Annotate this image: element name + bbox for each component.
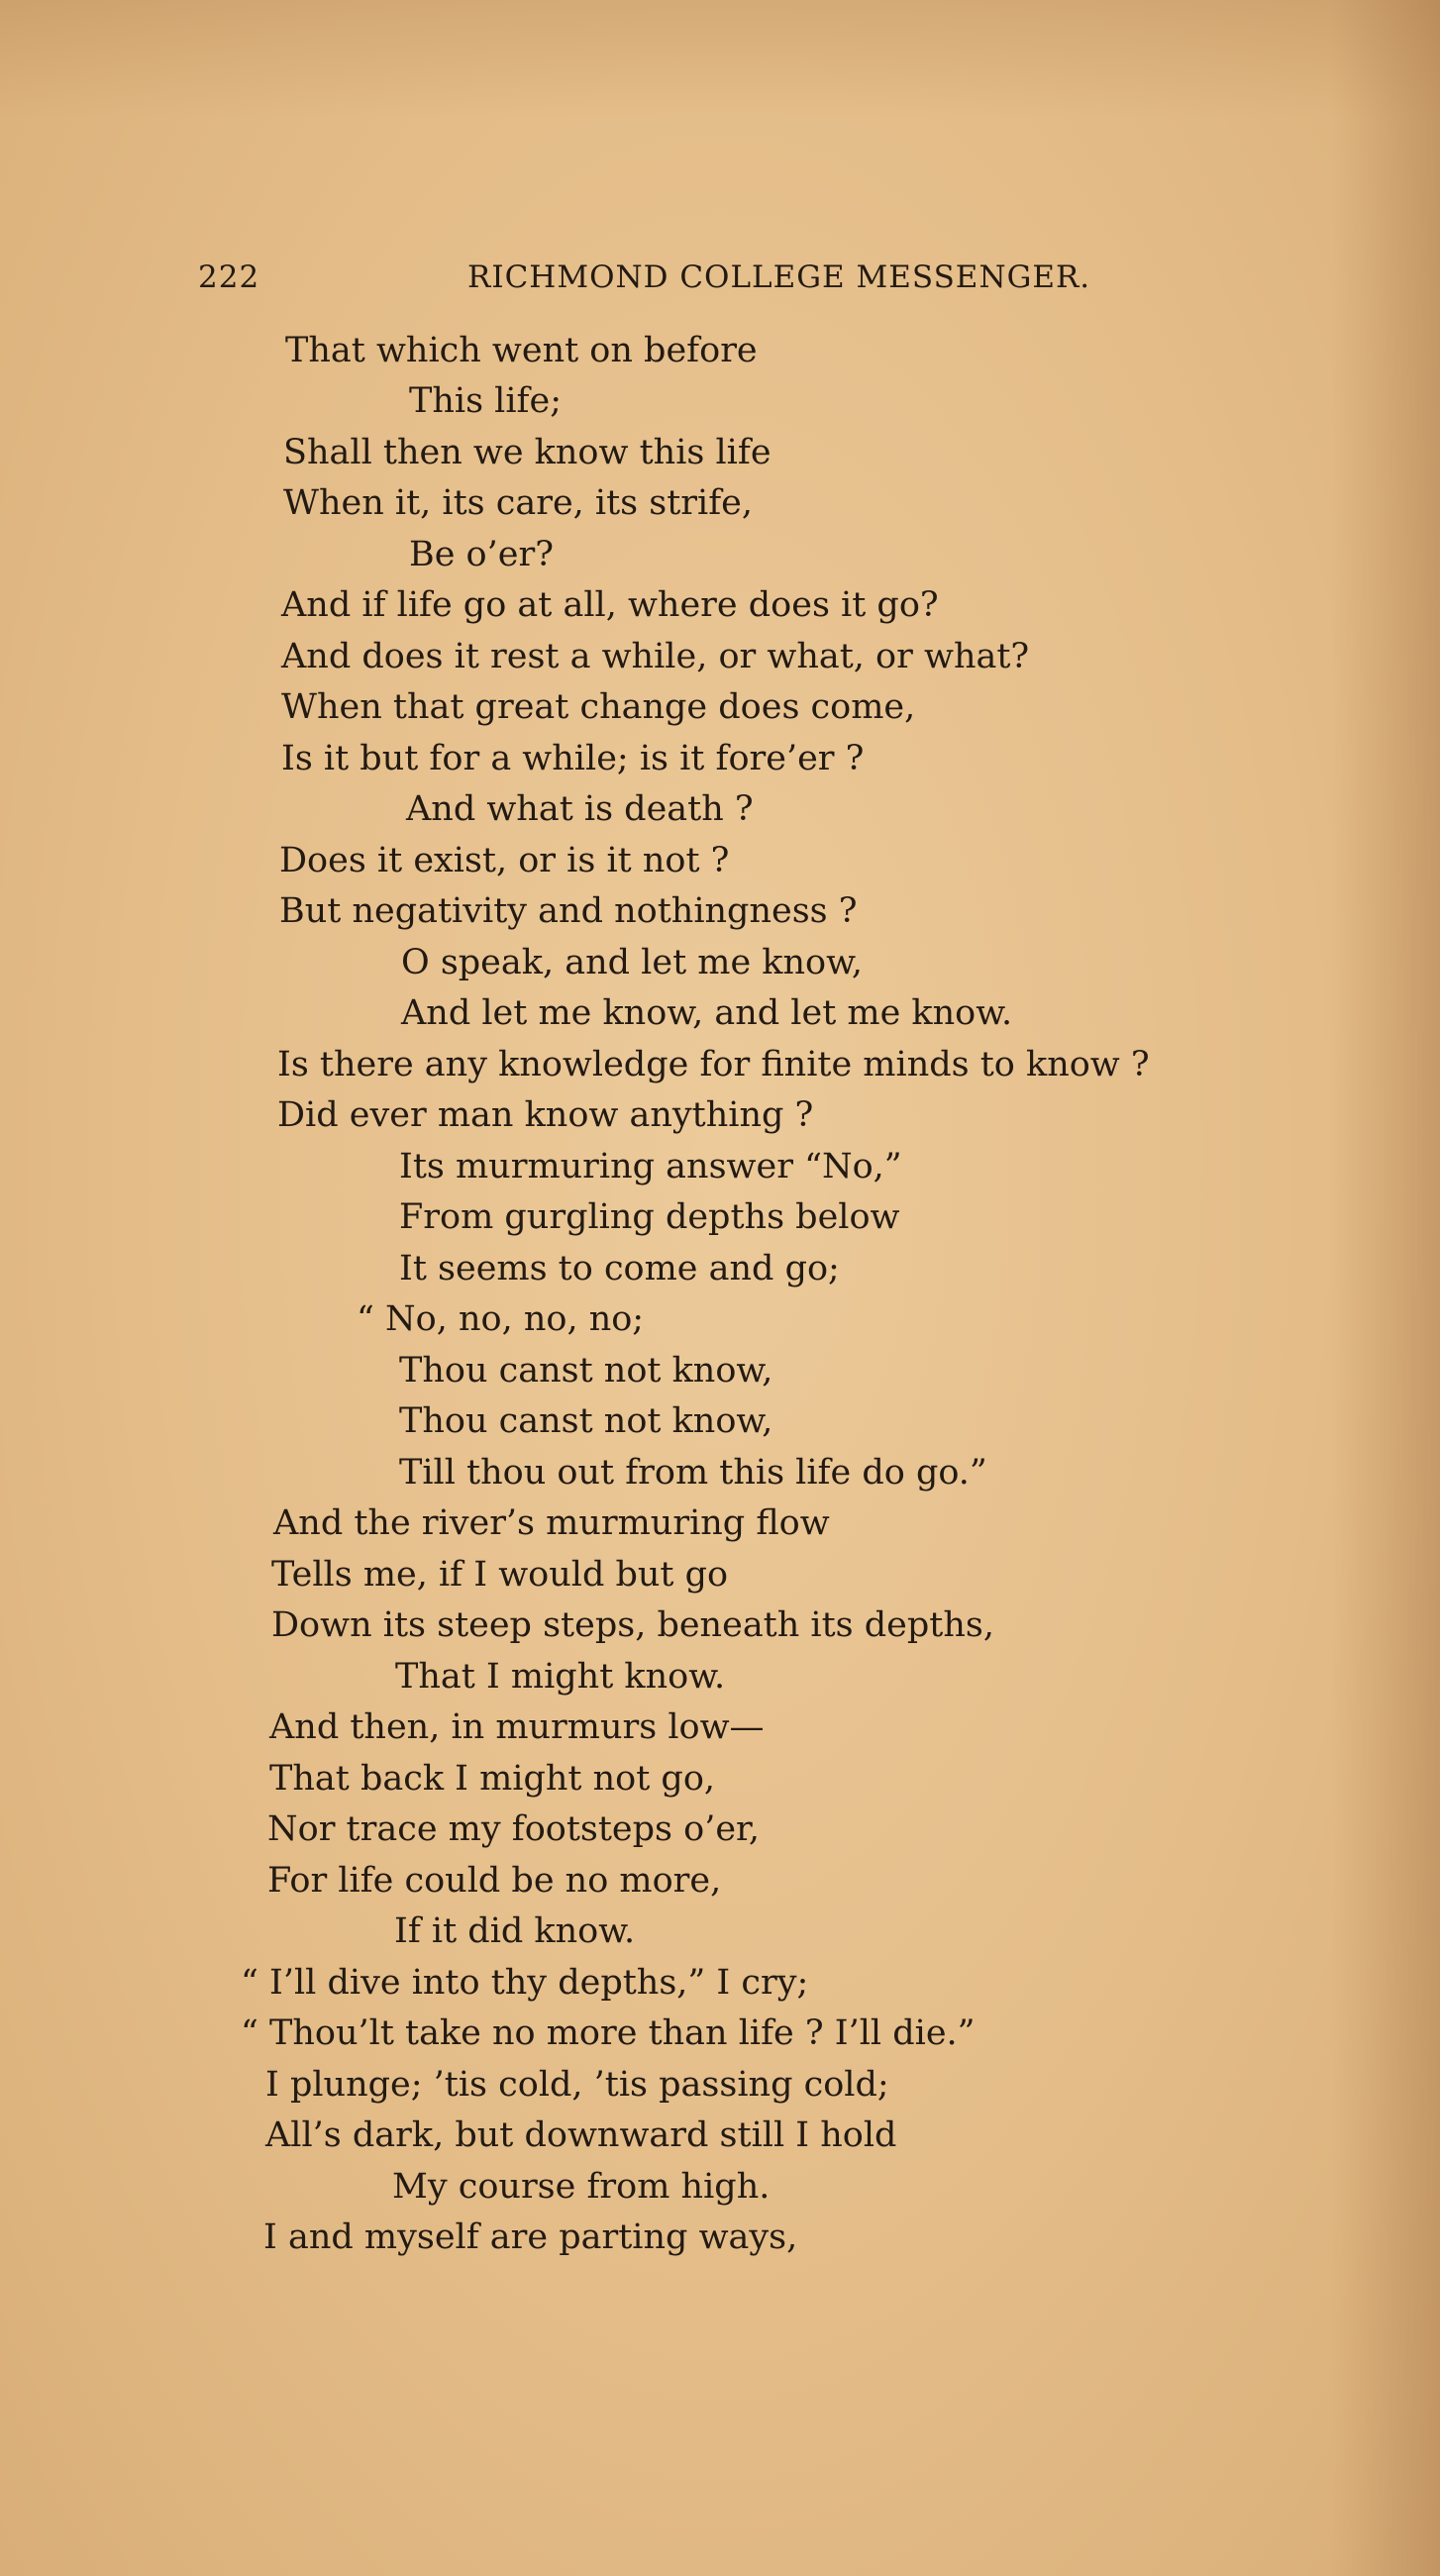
poem-line: If it did know. (394, 1911, 636, 1951)
poem-line: “ No, no, no, no; (357, 1299, 645, 1339)
poem-line: All’s dark, but downward still I hold (265, 2115, 897, 2155)
poem-line: Till thou out from this life do go.” (399, 1453, 987, 1493)
poem-line: It seems to come and go; (399, 1249, 840, 1288)
poem-line: And if life go at all, where does it go? (281, 585, 939, 625)
poem-line: “ I’ll dive into thy depths,” I cry; (241, 1963, 809, 2003)
poem-line: “ Thou’lt take no more than life ? I’ll die.” (241, 2013, 976, 2053)
poem-line: This life; (409, 381, 563, 421)
poem-line: That I might know. (395, 1657, 726, 1697)
poem-line: And then, in murmurs low— (269, 1707, 765, 1747)
poem-line: But negativity and nothingness ? (279, 891, 858, 931)
poem-line: O speak, and let me know, (401, 943, 864, 982)
poem-line: From gurgling depths below (399, 1197, 900, 1237)
poem-line: That back I might not go, (269, 1759, 716, 1799)
poem-line: Thou canst not know, (399, 1351, 773, 1391)
poem-line: When it, its care, its strife, (283, 483, 754, 523)
poem-line: Does it exist, or is it not ? (279, 841, 730, 880)
poem-line: Its murmuring answer “No,” (399, 1147, 902, 1186)
poem-line: For life could be no more, (267, 1861, 722, 1901)
poem-line: Is there any knowledge for finite minds to know ? (277, 1045, 1150, 1084)
poem-line: Shall then we know this life (283, 433, 771, 472)
poem-line: I and myself are parting ways, (263, 2217, 798, 2257)
journal-title: RICHMOND COLLEGE MESSENGER. (467, 259, 1091, 295)
poem-line: My course from high. (392, 2167, 771, 2207)
poem-line: Be o’er? (409, 535, 554, 574)
poem-line: Is it but for a while; is it fore’er ? (281, 739, 865, 778)
poem-line: Thou canst not know, (399, 1401, 773, 1441)
poem-line: Down its steep steps, beneath its depths, (271, 1605, 994, 1645)
poem-line: Nor trace my footsteps o’er, (267, 1809, 761, 1849)
poem-line: And does it rest a while, or what, or what? (281, 637, 1030, 676)
poem-line: And what is death ? (406, 789, 754, 829)
poem-line: Tells me, if I would but go (271, 1555, 729, 1595)
page-number: 222 (198, 259, 260, 295)
poem-line: And let me know, and let me know. (401, 993, 1013, 1033)
poem-line: And the river’s murmuring flow (273, 1503, 830, 1543)
poem-line: That which went on before (285, 331, 758, 370)
poem-line: When that great change does come, (281, 687, 916, 727)
poem-line: I plunge; ’tis cold, ’tis passing cold; (265, 2065, 889, 2105)
running-head (198, 259, 1157, 307)
page-edge-shading (1331, 0, 1440, 2576)
poem-line: Did ever man know anything ? (277, 1095, 814, 1135)
page-top-shading (0, 0, 1440, 119)
